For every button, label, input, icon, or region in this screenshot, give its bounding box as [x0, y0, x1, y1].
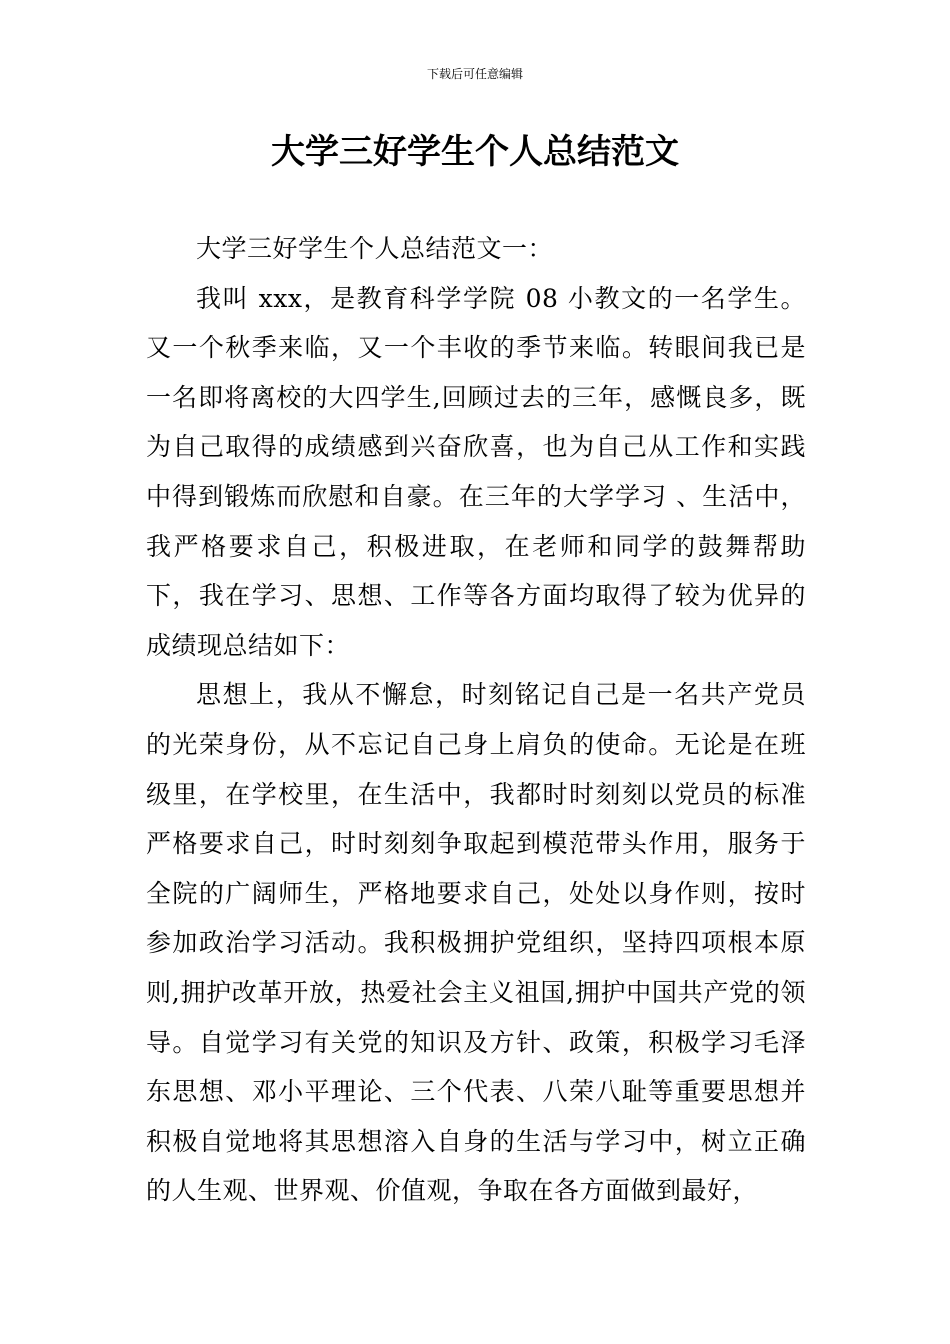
document-body	[146, 224, 806, 1216]
header-note: 下载后可任意编辑	[426, 67, 523, 81]
paragraph-ideology: 思想上，我从不懈怠，时刻铭记自己是一名共产党员的光荣身份，从不忘记自己身上肩负的使命。无论是在班级里，在学校里，在生活中，我都时时刻刻以党员的标准严格要求自己，时时刻刻争取起到模范带头作用，服务于全院的广阔师生，严格地要求自己，处处以身作则，按时参加政治学习活动。我积极拥护党组织，坚持四项根本原则,拥护改革开放，热爱社会主义祖国,拥护中国共产党的领导。自觉学习有关党的知识及方针、政策，积极学习毛泽东思想、邓小平理论、三个代表、八荣八耻等重要思想并积极自觉地将其思想溶入自身的生活与学习中，树立正确的人生观、世界观、价值观，争取在各方面做到最好，	[146, 680, 806, 1206]
paragraph-introduction: 我叫 xxx，是教育科学学院 08 小教文的一名学生。又一个秋季来临，又一个丰收的季节来临。转眼间我已是一名即将离校的大四学生,回顾过去的三年，感慨良多，既为自己取得的成绩感到兴奋欣喜，也为自己从工作和实践中得到锻炼而欣慰和自豪。在三年的大学学习 、生活中，我严格要求自己，积极进取，在老师和同学的鼓舞帮助下，我在学习、思想、工作等各方面均取得了较为优异的成绩现总结如下：	[146, 283, 806, 660]
paragraph-subtitle: 大学三好学生个人总结范文一：	[196, 234, 554, 263]
document-title: 大学三好学生个人总结范文	[271, 132, 679, 172]
